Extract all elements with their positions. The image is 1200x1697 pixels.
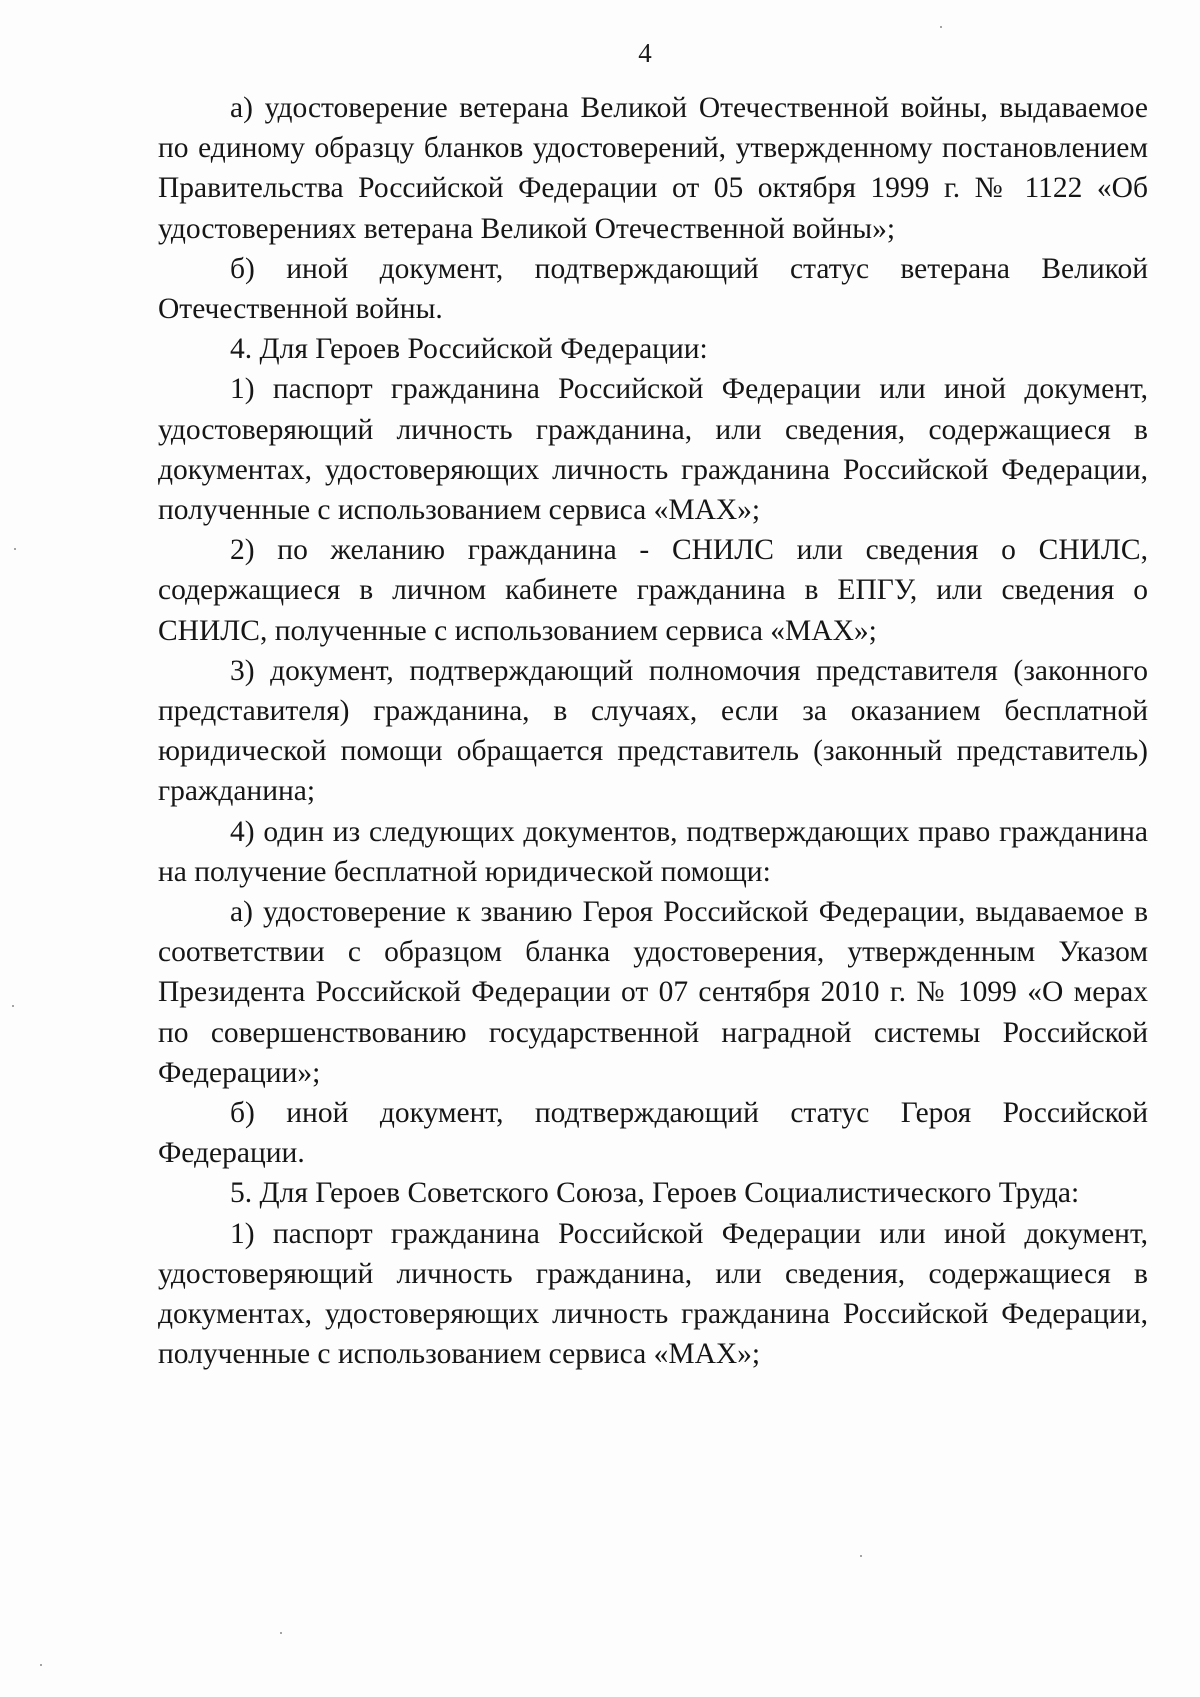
document-body: [158, 88, 1148, 1375]
paragraph: б) иной документ, подтверждающий статус ветерана Великой Отечественной войны.: [158, 252, 1148, 326]
paragraph: а) удостоверение ветерана Великой Отечественной войны, выдаваемое по единому образцу бланков удостоверений, утвержденному постановлением Правительства Российской Федерации от 05 октября 1999 г. № 1122 «Об удостоверениях ветерана Великой Отечественной войны»;: [158, 92, 1148, 245]
paragraph: 2) по желанию гражданина - СНИЛС или сведения о СНИЛС, содержащиеся в личном кабинете гражданина в ЕПГУ, или сведения о СНИЛС, полученные с использованием сервиса «МАХ»;: [158, 534, 1148, 647]
paragraph: 3) документ, подтверждающий полномочия представителя (законного представителя) гражданина, в случаях, если за оказанием бесплатной юридической помощи обращается представитель (законный представитель) гражданина;: [158, 654, 1148, 808]
scan-speck: [40, 1664, 42, 1666]
page-number: 4: [638, 38, 652, 68]
section-heading: 5. Для Героев Советского Союза, Героев Социалистического Труда:: [230, 1177, 1080, 1210]
paragraph: б) иной документ, подтверждающий статус Героя Российской Федерации.: [158, 1097, 1148, 1170]
paragraph: а) удостоверение к званию Героя Российской Федерации, выдаваемое в соответствии с образцом бланка удостоверения, утвержденным Указом Президента Российской Федерации от 07 сентября 2010 г. № 1099 «О мерах по совершенствованию государственной наградной системы Российской Федерации»;: [158, 896, 1148, 1089]
paragraph: 1) паспорт гражданина Российской Федерации или иной документ, удостоверяющий личность гражданина, или сведения, содержащиеся в документах, удостоверяющих личность гражданина Российской Федерации, полученные с использованием сервиса «МАХ»;: [158, 373, 1148, 527]
paragraph: 1) паспорт гражданина Российской Федерации или иной документ, удостоверяющий личность гражданина, или сведения, содержащиеся в документах, удостоверяющих личность гражданина Российской Федерации, полученные с использованием сервиса «МАХ»;: [158, 1217, 1148, 1371]
scan-speck: [280, 1632, 282, 1634]
paragraph: 4) один из следующих документов, подтверждающих право гражданина на получение бесплатной юридической помощи:: [158, 815, 1148, 888]
scan-speck: [14, 548, 16, 550]
scan-speck: [860, 1555, 862, 1557]
section-heading: 4. Для Героев Российской Федерации:: [230, 333, 708, 366]
scan-speck: [940, 26, 942, 28]
scan-speck: [12, 1005, 14, 1007]
